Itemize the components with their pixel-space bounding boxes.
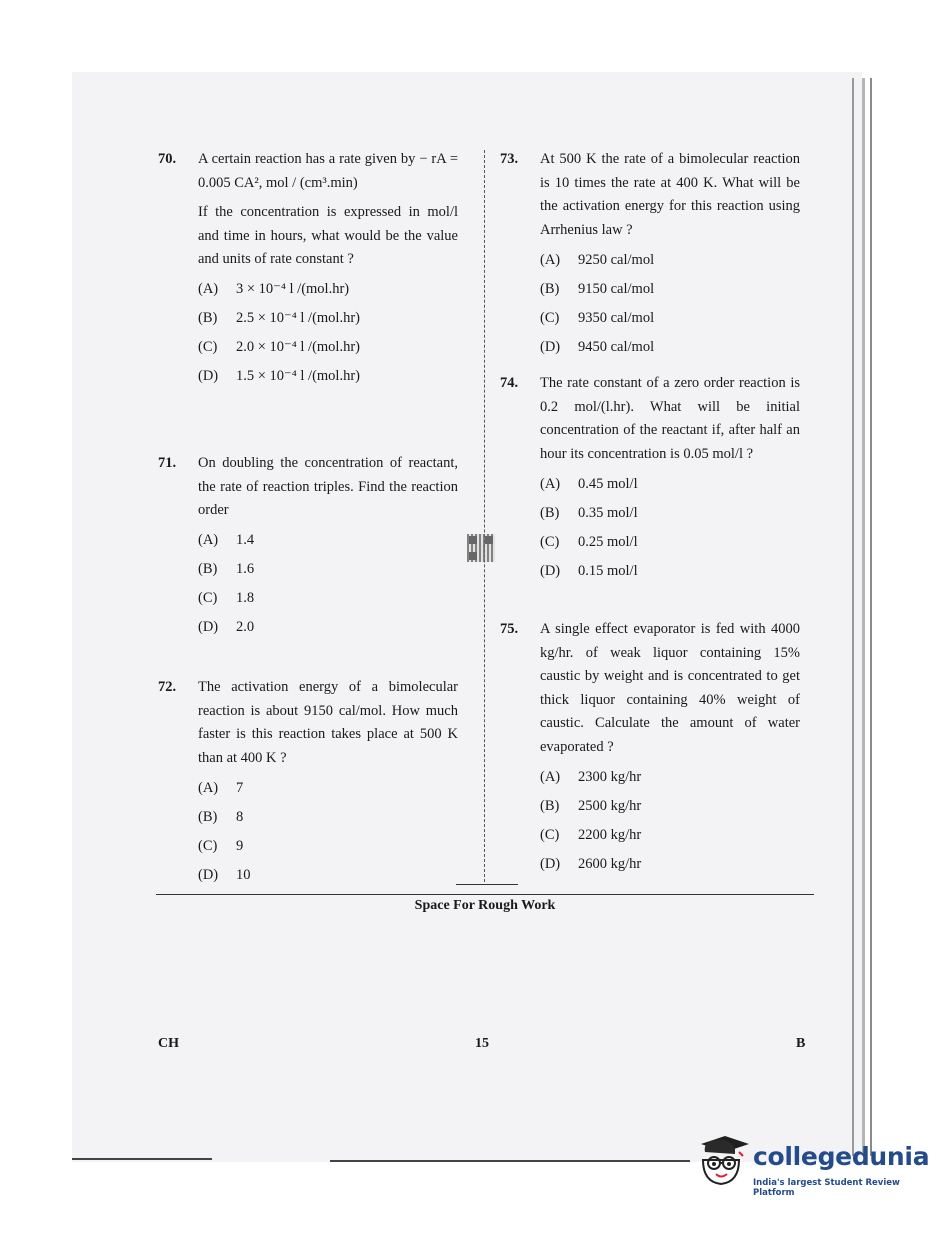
option-b: (B) 2500 kg/hr — [540, 797, 642, 814]
option-c: (C) 9350 cal/mol — [540, 309, 655, 326]
option-a: (A) 7 — [198, 779, 244, 796]
option-a: (A) 0.45 mol/l — [540, 475, 638, 492]
option-d: (D) 0.15 mol/l — [540, 562, 638, 579]
brand-name: collegedunia — [753, 1142, 930, 1171]
option-a: (A) 2300 kg/hr — [540, 768, 642, 785]
question-stem: On doubling the concentration of reactant, the rate of reaction triples. Find the reaction order — [198, 455, 458, 518]
option-a: (A) 3 × 10⁻⁴ l /(mol.hr) — [198, 281, 350, 298]
question-stem: A single effect evaporator is fed with 4000 kg/hr. of weak liquor containing 15% caustic by weight and is concentrated to get thick liquor containing 40% weight of caustic. Calculate the amount of water evaporated ? — [540, 621, 800, 755]
question-stem: At 500 K the rate of a bimolecular reaction is 10 times the rate at 400 K. What will be the activation energy for this reaction using Arrhenius law ? — [540, 151, 800, 238]
rough-work-rule — [156, 894, 814, 895]
option-c: (C) 0.25 mol/l — [540, 533, 638, 550]
option-a: (A) 9250 cal/mol — [540, 251, 655, 268]
page-edge — [862, 78, 865, 1156]
option-c: (C) 1.8 — [198, 590, 255, 607]
page-number: 15 — [475, 1036, 489, 1051]
question-stem: The rate constant of a zero order reaction is 0.2 mol/(l.hr). What will be initial concentration of the reactant if, after half an hour its concentration is 0.05 mol/l ? — [540, 375, 800, 462]
question-75 — [500, 618, 800, 879]
mascot-icon — [695, 1130, 751, 1190]
option-b: (B) 8 — [198, 808, 244, 825]
question-number: 72. — [158, 679, 177, 695]
option-c: (C) 9 — [198, 837, 244, 854]
question-number: 71. — [158, 455, 177, 471]
scan-line — [72, 1158, 212, 1160]
option-b: (B) 0.35 mol/l — [540, 504, 638, 521]
question-74 — [500, 372, 800, 586]
option-b: (B) 9150 cal/mol — [540, 280, 655, 297]
question-number: 70. — [158, 151, 177, 167]
brand-tagline: India's largest Student Review Platform — [753, 1178, 900, 1198]
question-71 — [158, 452, 458, 643]
option-b: (B) 1.6 — [198, 561, 255, 578]
option-d: (D) 10 — [198, 866, 251, 883]
question-70 — [158, 148, 458, 392]
footer-booklet-series: B — [796, 1036, 806, 1051]
question-72 — [158, 676, 458, 890]
option-d: (D) 2.0 — [198, 619, 255, 636]
column-divider — [484, 150, 485, 882]
qr-code-icon — [467, 534, 495, 562]
column-divider-foot — [456, 884, 518, 885]
option-d: (D) 2600 kg/hr — [540, 855, 642, 872]
question-number: 73. — [500, 151, 519, 167]
question-stem: A certain reaction has a rate given by − rA = 0.005 CA², mol / (cm³.min) — [198, 151, 458, 191]
footer-subject-code: CH — [158, 1036, 179, 1051]
option-c: (C) 2200 kg/hr — [540, 826, 642, 843]
scan-line — [330, 1160, 690, 1162]
option-d: (D) 1.5 × 10⁻⁴ l /(mol.hr) — [198, 368, 360, 385]
page-edge — [870, 78, 872, 1156]
question-number: 75. — [500, 621, 519, 637]
question-number: 74. — [500, 375, 519, 391]
option-a: (A) 1.4 — [198, 532, 255, 549]
question-stem: If the concentration is expressed in mol/l and time in hours, what would be the value and units of rate constant ? — [198, 204, 458, 267]
page-edge — [852, 78, 854, 1156]
question-stem: The activation energy of a bimolecular reaction is about 9150 cal/mol. How much faster is this reaction takes place at 500 K than at 400 K ? — [198, 679, 458, 766]
option-c: (C) 2.0 × 10⁻⁴ l /(mol.hr) — [198, 339, 360, 356]
option-b: (B) 2.5 × 10⁻⁴ l /(mol.hr) — [198, 310, 360, 327]
option-d: (D) 9450 cal/mol — [540, 338, 655, 355]
rough-work-label: Space For Rough Work — [414, 898, 556, 913]
question-73 — [500, 148, 800, 362]
collegedunia-watermark — [695, 1130, 930, 1200]
